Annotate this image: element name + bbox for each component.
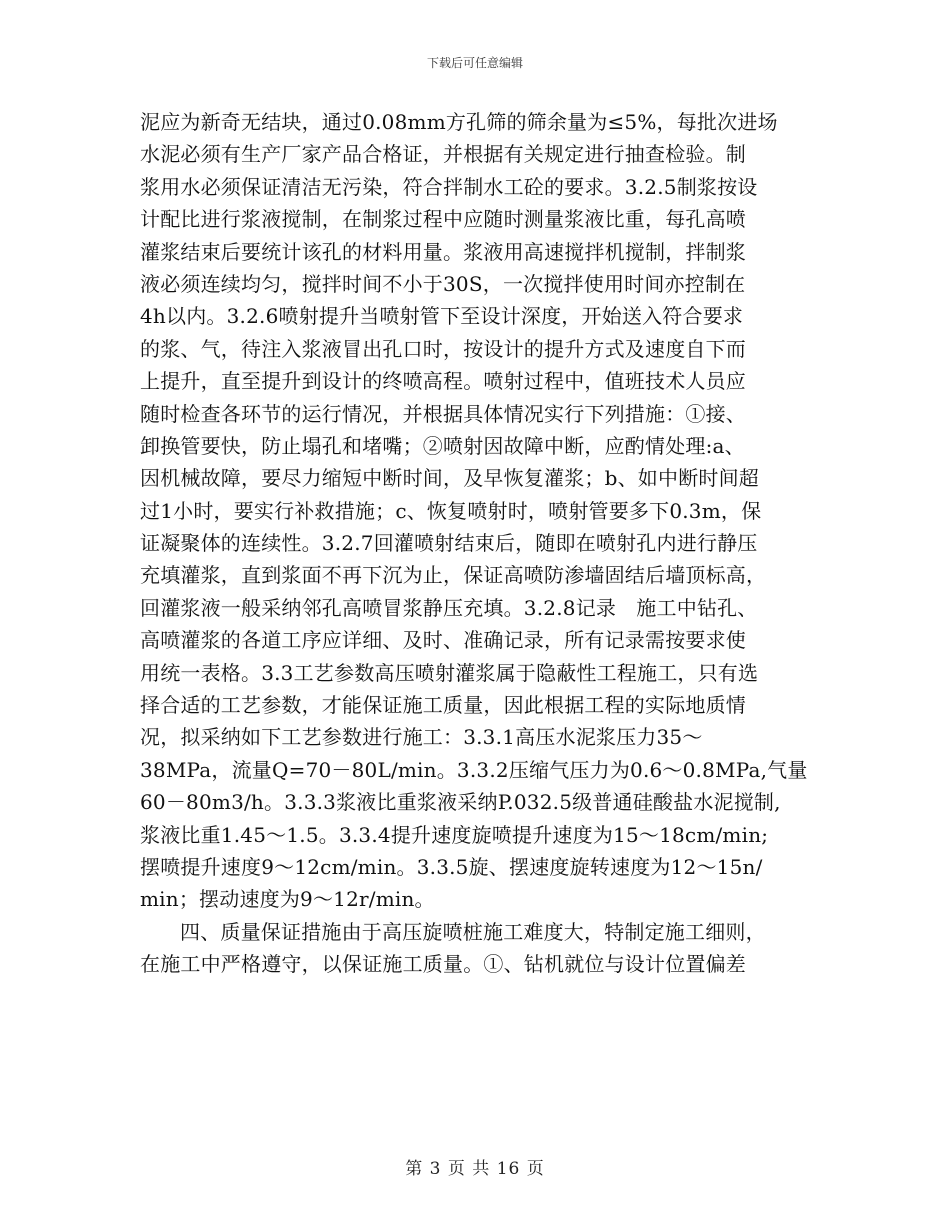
text-line: 高喷灌浆的各道工序应详细、及时、准确记录，所有记录需按要求使 [140, 628, 746, 653]
text-line: 4h以内。3.2.6喷射提升当喷射管下至设计深度，开始送入符合要求 [140, 304, 744, 329]
paragraph-quality-assurance [140, 916, 820, 981]
text-line: 38MPa，流量Q=70－80L/min。3.3.2压缩气压力为0.6～0.8MPa,气量 [140, 757, 808, 782]
text-line: 浆用水必须保证清洁无污染，符合拌制水工砼的要求。3.2.5制浆按设 [140, 174, 758, 199]
paragraph-construction-process [140, 106, 820, 916]
text-line: 因机械故障，要尽力缩短中断时间，及早恢复灌浆；b、如中断时间超 [140, 466, 760, 491]
text-line: 证凝聚体的连续性。3.2.7回灌喷射结束后，随即在喷射孔内进行静压 [140, 531, 758, 556]
text-line: 过1小时，要实行补救措施；c、恢复喷射时，喷射管要多下0.3m，保 [140, 498, 762, 523]
text-line: 在施工中严格遵守，以保证施工质量。①、钻机就位与设计位置偏差 [140, 952, 746, 977]
text-line: 灌浆结束后要统计该孔的材料用量。浆液用高速搅拌机搅制，拌制浆 [140, 239, 746, 264]
text-line: 充填灌浆，直到浆面不再下沉为止，保证高喷防渗墙固结后墙顶标高， [140, 563, 767, 588]
text-line: 泥应为新奇无结块，通过0.08mm方孔筛的筛余量为≤5%，每批次进场 [140, 110, 778, 134]
text-line: min；摆动速度为9～12r/min。 [140, 887, 435, 912]
text-line: 卸换管要快，防止塌孔和堵嘴；②喷射因故障中断，应酌情处理:a、 [140, 433, 745, 458]
text-line: 浆液比重1.45～1.5。3.3.4提升速度旋喷提升速度为15～18cm/min; [140, 822, 769, 847]
text-line: 四、质量保证措施由于高压旋喷桩施工难度大，特制定施工细则， [180, 919, 766, 944]
text-line: 摆喷提升速度9～12cm/min。3.3.5旋、摆速度旋转速度为12～15n/ [140, 854, 763, 879]
text-line: 水泥必须有生产厂家产品合格证，并根据有关规定进行抽查检验。制 [140, 142, 746, 167]
text-line: 计配比进行浆液搅制，在制浆过程中应随时测量浆液比重，每孔高喷 [140, 207, 746, 232]
page-number: 第 3 页 共 16 页 [405, 1159, 545, 1179]
text-line: 用统一表格。3.3工艺参数高压喷射灌浆属于隐蔽性工程施工，只有选 [140, 660, 759, 685]
page-header: 下载后可任意编辑 [426, 56, 523, 70]
text-line: 随时检查各环节的运行情况，并根据具体情况实行下列措施：①接、 [140, 401, 746, 426]
text-line: 择合适的工艺参数，才能保证施工质量，因此根据工程的实际地质情 [140, 693, 746, 718]
text-line: 的浆、气，待注入浆液冒出孔口时，按设计的提升方式及速度自下而 [140, 336, 746, 361]
text-line: 液必须连续均匀，搅拌时间不小于30S，一次搅拌使用时间亦控制在 [140, 271, 746, 296]
text-line: 回灌浆液一般采纳邻孔高喷冒浆静压充填。3.2.8记录 施工中钻孔、 [140, 595, 758, 620]
text-line: 况，拟采纳如下工艺参数进行施工：3.3.1高压水泥浆压力35～ [140, 725, 703, 750]
text-line: 上提升，直至提升到设计的终喷高程。喷射过程中，值班技术人员应 [140, 369, 746, 394]
document-body [140, 106, 820, 981]
text-line: 60－80m3/h。3.3.3浆液比重浆液采纳P.032.5级普通硅酸盐水泥搅制, [140, 790, 781, 815]
